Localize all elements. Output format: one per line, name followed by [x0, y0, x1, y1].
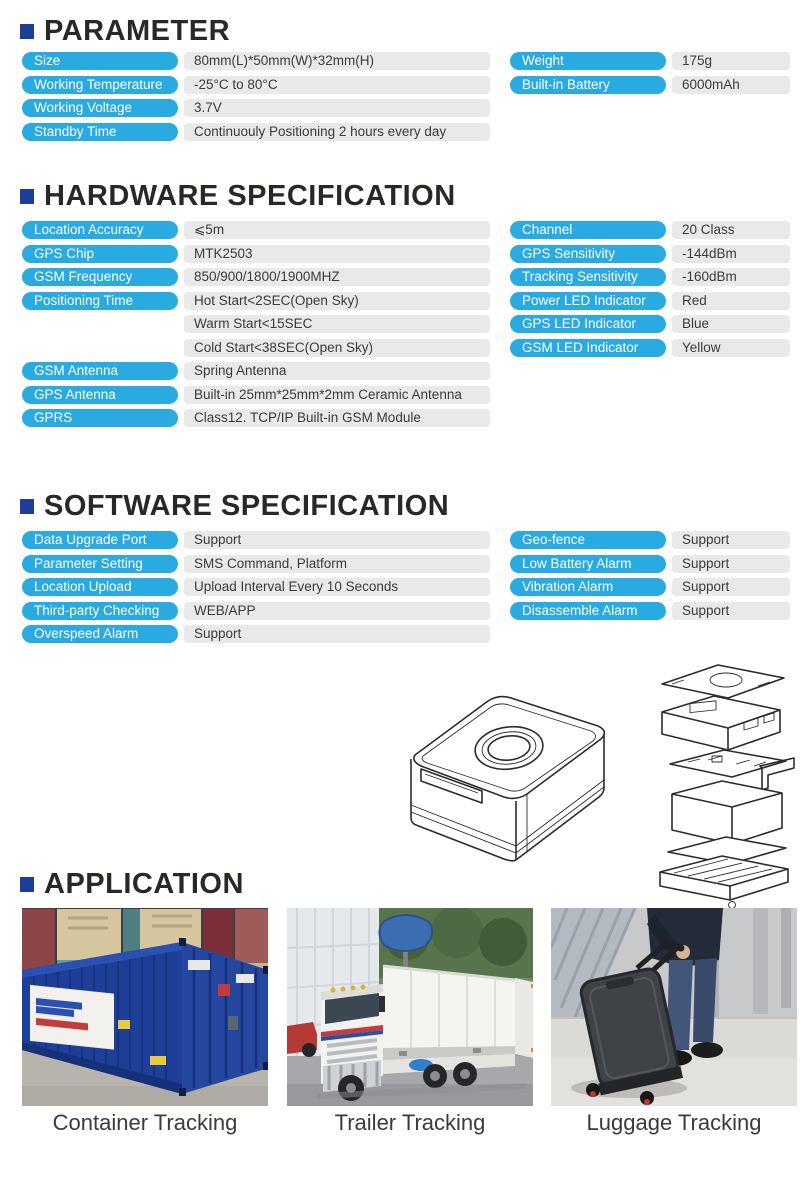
- spec-row: [22, 123, 490, 141]
- software-table-right: [510, 531, 790, 620]
- spec-value-cell: 20 Class: [672, 221, 790, 239]
- spec-row: [22, 362, 490, 380]
- parameter-heading: [20, 15, 230, 48]
- parameter-table-right: [510, 52, 790, 94]
- spec-value-cell: Cold Start<38SEC(Open Sky): [184, 339, 490, 357]
- spec-row: [22, 578, 490, 596]
- spec-label-pill: Location Accuracy: [22, 221, 178, 239]
- spec-row: [510, 292, 790, 310]
- spec-label-pill: GPS LED Indicator: [510, 315, 666, 333]
- spec-row: [510, 245, 790, 263]
- spec-value-cell: Hot Start<2SEC(Open Sky): [184, 292, 490, 310]
- spec-label-pill: Size: [22, 52, 178, 70]
- section-title: PARAMETER: [44, 15, 231, 47]
- photo-caption: Luggage Tracking: [586, 1110, 762, 1135]
- spec-value-cell: WEB/APP: [184, 602, 490, 620]
- spec-row: [510, 76, 790, 94]
- spec-value-cell: Warm Start<15SEC: [184, 315, 490, 333]
- spec-row: [22, 386, 490, 404]
- spec-value-cell: Class12. TCP/IP Built-in GSM Module: [184, 409, 490, 427]
- spec-row: [22, 76, 490, 94]
- spec-label-pill: Vibration Alarm: [510, 578, 666, 596]
- spec-label-pill: GSM Frequency: [22, 268, 178, 286]
- spec-label-pill: Location Upload: [22, 578, 178, 596]
- spec-value-cell: Red: [672, 292, 790, 310]
- spec-value-cell: -25°C to 80°C: [184, 76, 490, 94]
- spec-row: [22, 339, 490, 357]
- spec-value-cell: -144dBm: [672, 245, 790, 263]
- photo-caption: Container Tracking: [52, 1110, 238, 1135]
- spec-value-cell: Support: [184, 531, 490, 549]
- spec-label-pill: GPS Sensitivity: [510, 245, 666, 263]
- spec-value-cell: Upload Interval Every 10 Seconds: [184, 578, 490, 596]
- spec-label-pill: [22, 339, 178, 357]
- spec-row: [22, 555, 490, 573]
- gps-tracker-exploded-view: [648, 660, 796, 908]
- spec-row: [22, 315, 490, 333]
- spec-label-pill: Channel: [510, 221, 666, 239]
- spec-value-cell: 6000mAh: [672, 76, 790, 94]
- spec-row: [22, 221, 490, 239]
- luggage-photo: [551, 908, 797, 1106]
- spec-label-pill: Geo-fence: [510, 531, 666, 549]
- hardware-table-left: [22, 221, 490, 427]
- spec-value-cell: Continuouly Positioning 2 hours every day: [184, 123, 490, 141]
- spec-row: [22, 409, 490, 427]
- spec-row: [510, 578, 790, 596]
- square-bullet-icon: [20, 499, 34, 514]
- spec-row: [22, 99, 490, 117]
- spec-value-cell: Support: [672, 602, 790, 620]
- container-photo: [22, 908, 268, 1106]
- spec-value-cell: Blue: [672, 315, 790, 333]
- spec-label-pill: Parameter Setting: [22, 555, 178, 573]
- spec-value-cell: Built-in 25mm*25mm*2mm Ceramic Antenna: [184, 386, 490, 404]
- spec-label-pill: Standby Time: [22, 123, 178, 141]
- spec-value-cell: 80mm(L)*50mm(W)*32mm(H): [184, 52, 490, 70]
- section-title: HARDWARE SPECIFICATION: [44, 180, 456, 212]
- spec-row: [510, 555, 790, 573]
- gps-tracker-line-drawing: [385, 665, 645, 880]
- hardware-table-right: [510, 221, 790, 357]
- spec-value-cell: 175g: [672, 52, 790, 70]
- application-heading: [20, 868, 244, 901]
- spec-label-pill: Working Temperature: [22, 76, 178, 94]
- spec-label-pill: GSM Antenna: [22, 362, 178, 380]
- spec-label-pill: GPS Chip: [22, 245, 178, 263]
- spec-value-cell: Support: [672, 578, 790, 596]
- spec-row: [510, 531, 790, 549]
- spec-value-cell: Yellow: [672, 339, 790, 357]
- spec-row: [510, 268, 790, 286]
- spec-label-pill: Power LED Indicator: [510, 292, 666, 310]
- spec-label-pill: Weight: [510, 52, 666, 70]
- parameter-table-left: [22, 52, 490, 141]
- spec-row: [22, 245, 490, 263]
- spec-label-pill: Disassemble Alarm: [510, 602, 666, 620]
- spec-label-pill: Built-in Battery: [510, 76, 666, 94]
- spec-value-cell: SMS Command, Platform: [184, 555, 490, 573]
- spec-label-pill: Overspeed Alarm: [22, 625, 178, 643]
- spec-row: [510, 221, 790, 239]
- section-title: APPLICATION: [44, 868, 244, 900]
- spec-label-pill: GPS Antenna: [22, 386, 178, 404]
- square-bullet-icon: [20, 877, 34, 892]
- spec-value-cell: Support: [184, 625, 490, 643]
- spec-row: [510, 315, 790, 333]
- spec-row: [22, 625, 490, 643]
- photo-caption: Trailer Tracking: [334, 1110, 486, 1135]
- hardware-heading: [20, 180, 456, 213]
- spec-label-pill: Working Voltage: [22, 99, 178, 117]
- spec-value-cell: Spring Antenna: [184, 362, 490, 380]
- spec-row: [22, 602, 490, 620]
- spec-label-pill: [22, 315, 178, 333]
- spec-label-pill: Third-party Checking: [22, 602, 178, 620]
- spec-value-cell: ⩽5m: [184, 221, 490, 239]
- spec-row: [22, 531, 490, 549]
- spec-row: [22, 52, 490, 70]
- spec-value-cell: Support: [672, 555, 790, 573]
- spec-value-cell: 3.7V: [184, 99, 490, 117]
- spec-value-cell: 850/900/1800/1900MHZ: [184, 268, 490, 286]
- software-heading: [20, 490, 449, 523]
- section-title: SOFTWARE SPECIFICATION: [44, 490, 450, 522]
- software-table-left: [22, 531, 490, 643]
- spec-row: [22, 292, 490, 310]
- spec-label-pill: Positioning Time: [22, 292, 178, 310]
- spec-label-pill: Low Battery Alarm: [510, 555, 666, 573]
- spec-row: [510, 602, 790, 620]
- spec-value-cell: Support: [672, 531, 790, 549]
- spec-row: [510, 339, 790, 357]
- spec-row: [22, 268, 490, 286]
- square-bullet-icon: [20, 24, 34, 39]
- spec-label-pill: GSM LED Indicator: [510, 339, 666, 357]
- spec-label-pill: Data Upgrade Port: [22, 531, 178, 549]
- spec-value-cell: -160dBm: [672, 268, 790, 286]
- square-bullet-icon: [20, 189, 34, 204]
- spec-row: [510, 52, 790, 70]
- spec-label-pill: GPRS: [22, 409, 178, 427]
- trailer-photo: [287, 908, 533, 1106]
- spec-label-pill: Tracking Sensitivity: [510, 268, 666, 286]
- spec-value-cell: MTK2503: [184, 245, 490, 263]
